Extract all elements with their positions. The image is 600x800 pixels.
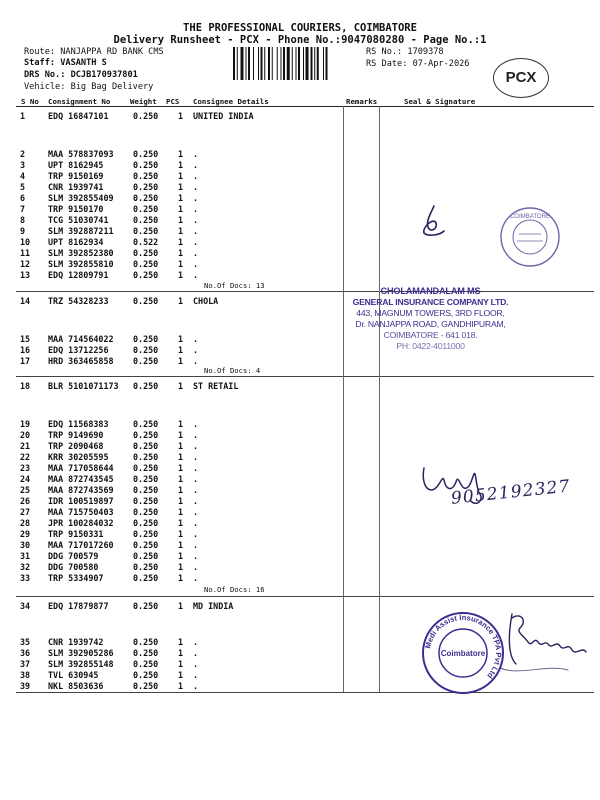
row-consignment-no: DDG 700579 — [48, 551, 99, 561]
round-seal-stamp — [497, 204, 563, 270]
row-pcs: 1 — [178, 149, 184, 159]
row-sno: 31 — [20, 551, 31, 561]
row-pcs: 1 — [178, 485, 184, 495]
row-consignee: . — [193, 356, 199, 366]
barcode-bar — [283, 47, 285, 80]
row-weight: 0.250 — [133, 452, 159, 462]
row-pcs: 1 — [178, 659, 184, 669]
row-consignment-no: EDQ 12809791 — [48, 270, 109, 280]
row-sno: 23 — [20, 463, 31, 473]
row-weight: 0.250 — [133, 345, 159, 355]
barcode-bar — [292, 47, 293, 80]
row-weight: 0.250 — [133, 334, 159, 344]
barcode-bar — [272, 47, 273, 80]
row-weight: 0.250 — [133, 193, 159, 203]
row-consignee: . — [193, 496, 199, 506]
row-consignee: . — [193, 226, 199, 236]
row-consignee: . — [193, 149, 199, 159]
row-sno: 1 — [20, 111, 26, 121]
row-consignment-no: EDQ 16847101 — [48, 111, 109, 121]
row-pcs: 1 — [178, 518, 184, 528]
row-consignee: . — [193, 637, 199, 647]
row-consignment-no: JPR 100284032 — [48, 518, 114, 528]
row-consignment-no: SLM 392852380 — [48, 248, 114, 258]
docs-count: No.Of Docs: 13 — [204, 281, 265, 290]
row-weight: 0.250 — [133, 551, 159, 561]
row-pcs: 1 — [178, 507, 184, 517]
row-pcs: 1 — [178, 540, 184, 550]
row-consignee: . — [193, 160, 199, 170]
row-sno: 39 — [20, 681, 31, 691]
row-consignment-no: MAA 578837093 — [48, 149, 114, 159]
row-consignment-no: UPT 8162934 — [48, 237, 104, 247]
barcode-bar — [264, 47, 265, 80]
row-consignment-no: KRR 30205595 — [48, 452, 109, 462]
row-weight: 0.250 — [133, 659, 159, 669]
row-consignment-no: MAA 717058644 — [48, 463, 114, 473]
table-bottom-rule — [16, 692, 594, 693]
row-pcs: 1 — [178, 681, 184, 691]
row-consignment-no: UPT 8162945 — [48, 160, 104, 170]
row-pcs: 1 — [178, 171, 184, 181]
row-weight: 0.250 — [133, 496, 159, 506]
row-weight: 0.250 — [133, 111, 159, 121]
row-consignment-no: IDR 100519897 — [48, 496, 114, 506]
barcode-bar — [246, 47, 247, 80]
col-weight: Weight — [130, 97, 157, 106]
col-consignee: Consignee Details — [193, 97, 269, 106]
signature-3 — [498, 606, 594, 686]
group-separator — [16, 376, 594, 377]
col-pcs: PCS — [166, 97, 180, 106]
docs-count: No.Of Docs: 4 — [204, 366, 261, 375]
row-weight: 0.250 — [133, 270, 159, 280]
row-consignee: . — [193, 452, 199, 462]
stamp-line: PH: 0422-4011000 — [396, 341, 465, 351]
row-weight: 0.250 — [133, 529, 159, 539]
barcode-bar — [253, 47, 254, 80]
stamp-line: 443, MAGNUM TOWERS, 3RD FLOOR, — [356, 308, 505, 318]
row-sno: 26 — [20, 496, 31, 506]
row-pcs: 1 — [178, 270, 184, 280]
row-sno: 25 — [20, 485, 31, 495]
row-sno: 20 — [20, 430, 31, 440]
row-sno: 7 — [20, 204, 26, 214]
row-sno: 16 — [20, 345, 31, 355]
row-pcs: 1 — [178, 573, 184, 583]
row-consignee: CHOLA — [193, 296, 219, 306]
col-remarks: Remarks — [346, 97, 378, 106]
row-weight: 0.250 — [133, 248, 159, 258]
row-consignee: . — [193, 441, 199, 451]
row-consignee: . — [193, 562, 199, 572]
col-consignment: Consignment No — [48, 97, 111, 106]
row-consignment-no: SLM 392855409 — [48, 193, 114, 203]
barcode-bar — [281, 47, 282, 80]
row-consignment-no: SLM 392887211 — [48, 226, 114, 236]
row-weight: 0.250 — [133, 670, 159, 680]
row-consignment-no: TRP 9150331 — [48, 529, 104, 539]
row-pcs: 1 — [178, 419, 184, 429]
row-consignee: MD INDIA — [193, 601, 234, 611]
round-seal-text: COIMBATORE — [510, 214, 550, 220]
row-consignee: . — [193, 430, 199, 440]
md-stamp-ring-text: Medi Assist Insurance TPA Pvt Ltd — [423, 612, 504, 681]
barcode-bar — [311, 47, 313, 80]
header-rule — [16, 106, 594, 107]
row-pcs: 1 — [178, 441, 184, 451]
row-consignment-no: TRP 2090468 — [48, 441, 104, 451]
row-weight: 0.250 — [133, 441, 159, 451]
row-consignee: . — [193, 419, 199, 429]
row-weight: 0.250 — [133, 171, 159, 181]
row-pcs: 1 — [178, 496, 184, 506]
row-sno: 6 — [20, 193, 26, 203]
md-stamp-center-text: Coimbatore — [440, 649, 486, 658]
row-consignee: . — [193, 259, 199, 269]
handwritten-phone-note: 9052192327 — [450, 476, 572, 509]
row-sno: 18 — [20, 381, 31, 391]
row-pcs: 1 — [178, 562, 184, 572]
row-pcs: 1 — [178, 248, 184, 258]
barcode-bar — [303, 47, 304, 80]
row-pcs: 1 — [178, 670, 184, 680]
barcode-bar — [248, 47, 250, 80]
barcode-bar — [287, 47, 290, 80]
row-consignee: . — [193, 171, 199, 181]
remarks-divider — [343, 106, 344, 692]
row-consignee: . — [193, 518, 199, 528]
row-pcs: 1 — [178, 237, 184, 247]
row-sno: 4 — [20, 171, 26, 181]
row-weight: 0.250 — [133, 562, 159, 572]
row-weight: 0.250 — [133, 681, 159, 691]
cholamandalam-stamp — [343, 286, 518, 352]
pcx-badge-label: PCX — [505, 69, 537, 86]
row-consignee: . — [193, 485, 199, 495]
row-sno: 19 — [20, 419, 31, 429]
row-pcs: 1 — [178, 601, 184, 611]
row-weight: 0.250 — [133, 381, 159, 391]
row-weight: 0.250 — [133, 463, 159, 473]
row-consignee: . — [193, 334, 199, 344]
row-consignment-no: MAA 717017260 — [48, 540, 114, 550]
row-sno: 21 — [20, 441, 31, 451]
row-sno: 30 — [20, 540, 31, 550]
route-label: Route: NANJAPPA RD BANK CMS — [24, 47, 164, 57]
row-consignment-no: EDQ 13712256 — [48, 345, 109, 355]
row-pcs: 1 — [178, 474, 184, 484]
row-consignee: . — [193, 248, 199, 258]
row-consignment-no: MAA 872743569 — [48, 485, 114, 495]
row-pcs: 1 — [178, 334, 184, 344]
row-sno: 37 — [20, 659, 31, 669]
stamp-line: GENERAL INSURANCE COMPANY LTD. — [352, 297, 509, 307]
stamp-line: CHOLAMANDALAM MS — [380, 286, 481, 296]
row-consignee: . — [193, 659, 199, 669]
row-sno: 14 — [20, 296, 31, 306]
row-pcs: 1 — [178, 551, 184, 561]
row-consignee: . — [193, 270, 199, 280]
row-sno: 32 — [20, 562, 31, 572]
row-consignment-no: TRP 9150170 — [48, 204, 104, 214]
row-consignment-no: DDG 700580 — [48, 562, 99, 572]
docs-count: No.Of Docs: 16 — [204, 585, 265, 594]
barcode-bar — [237, 47, 238, 80]
rs-date: RS Date: 07-Apr-2026 — [366, 59, 470, 69]
barcode-bar — [241, 47, 244, 80]
row-sno: 12 — [20, 259, 31, 269]
row-consignment-no: TRP 5334907 — [48, 573, 104, 583]
row-consignee: . — [193, 529, 199, 539]
md-india-stamp — [420, 610, 506, 696]
row-pcs: 1 — [178, 648, 184, 658]
row-sno: 28 — [20, 518, 31, 528]
row-consignment-no: EDQ 17879877 — [48, 601, 109, 611]
row-sno: 24 — [20, 474, 31, 484]
col-seal: Seal & Signature — [404, 97, 476, 106]
row-sno: 10 — [20, 237, 31, 247]
stamp-line: Dr. NANJAPPA ROAD, GANDHIPURAM, — [355, 319, 506, 329]
row-consignee: . — [193, 345, 199, 355]
barcode-bar — [323, 47, 324, 80]
row-sno: 38 — [20, 670, 31, 680]
row-sno: 9 — [20, 226, 26, 236]
group-separator — [16, 596, 594, 597]
row-sno: 8 — [20, 215, 26, 225]
row-consignment-no: CNR 1939741 — [48, 182, 104, 192]
row-pcs: 1 — [178, 452, 184, 462]
row-consignment-no: MAA 715750403 — [48, 507, 114, 517]
row-sno: 5 — [20, 182, 26, 192]
row-sno: 29 — [20, 529, 31, 539]
row-pcs: 1 — [178, 345, 184, 355]
row-sno: 33 — [20, 573, 31, 583]
barcode-bar — [258, 47, 259, 80]
staff-label: Staff: VASANTH S — [24, 58, 107, 68]
barcode-bar — [314, 47, 315, 80]
row-consignment-no: MAA 714564022 — [48, 334, 114, 344]
row-weight: 0.250 — [133, 356, 159, 366]
row-consignment-no: HRD 363465858 — [48, 356, 114, 366]
row-sno: 36 — [20, 648, 31, 658]
row-weight: 0.250 — [133, 215, 159, 225]
row-consignment-no: SLM 392855148 — [48, 659, 114, 669]
row-weight: 0.250 — [133, 204, 159, 214]
row-consignment-no: EDQ 11568383 — [48, 419, 109, 429]
barcode-bar — [298, 47, 300, 80]
pcx-badge — [493, 58, 549, 98]
row-weight: 0.250 — [133, 540, 159, 550]
row-consignee: . — [193, 182, 199, 192]
row-weight: 0.250 — [133, 419, 159, 429]
row-pcs: 1 — [178, 637, 184, 647]
row-weight: 0.250 — [133, 160, 159, 170]
row-pcs: 1 — [178, 259, 184, 269]
row-weight: 0.250 — [133, 637, 159, 647]
row-sno: 35 — [20, 637, 31, 647]
row-weight: 0.250 — [133, 430, 159, 440]
drs-number: DRS No.: DCJB170937801 — [24, 70, 138, 80]
row-consignee: . — [193, 237, 199, 247]
row-pcs: 1 — [178, 529, 184, 539]
row-weight: 0.250 — [133, 485, 159, 495]
stamp-line: COIMBATORE - 641 018. — [383, 330, 478, 340]
row-consignment-no: TRZ 54328233 — [48, 296, 109, 306]
row-consignment-no: SLM 392905286 — [48, 648, 114, 658]
row-consignment-no: CNR 1939742 — [48, 637, 104, 647]
row-sno: 34 — [20, 601, 31, 611]
company-title: THE PROFESSIONAL COURIERS, COIMBATORE — [183, 22, 417, 34]
row-consignee: . — [193, 193, 199, 203]
row-consignee: . — [193, 540, 199, 550]
row-consignment-no: TVL 630945 — [48, 670, 99, 680]
barcode-bar — [317, 47, 319, 80]
row-pcs: 1 — [178, 204, 184, 214]
row-pcs: 1 — [178, 160, 184, 170]
row-weight: 0.250 — [133, 182, 159, 192]
row-weight: 0.250 — [133, 507, 159, 517]
row-consignment-no: TCG 51030741 — [48, 215, 109, 225]
row-consignee: . — [193, 648, 199, 658]
col-sno: S No — [21, 97, 39, 106]
barcode-bar — [268, 47, 270, 80]
row-pcs: 1 — [178, 356, 184, 366]
row-consignment-no: TRP 9149690 — [48, 430, 104, 440]
row-consignment-no: SLM 392855810 — [48, 259, 114, 269]
row-consignee: . — [193, 670, 199, 680]
row-sno: 17 — [20, 356, 31, 366]
row-pcs: 1 — [178, 193, 184, 203]
row-weight: 0.250 — [133, 601, 159, 611]
row-consignment-no: BLR 5101071173 — [48, 381, 119, 391]
row-weight: 0.250 — [133, 149, 159, 159]
barcode-bar — [277, 47, 278, 80]
barcode-bar — [306, 47, 309, 80]
row-consignee: . — [193, 681, 199, 691]
signature-1 — [418, 203, 448, 241]
row-consignee: . — [193, 551, 199, 561]
rs-number: RS No.: 1709378 — [366, 47, 444, 57]
row-weight: 0.250 — [133, 259, 159, 269]
row-consignee: ST RETAIL — [193, 381, 239, 391]
row-weight: 0.250 — [133, 518, 159, 528]
row-sno: 15 — [20, 334, 31, 344]
row-sno: 13 — [20, 270, 31, 280]
row-consignee: . — [193, 573, 199, 583]
row-pcs: 1 — [178, 463, 184, 473]
row-consignment-no: MAA 872743545 — [48, 474, 114, 484]
barcode — [233, 47, 361, 80]
barcode-bar — [296, 47, 297, 80]
row-consignee: . — [193, 507, 199, 517]
row-pcs: 1 — [178, 182, 184, 192]
runsheet-subtitle: Delivery Runsheet - PCX - Phone No.:9047080280 - Page No.:1 — [113, 34, 487, 46]
row-consignee: . — [193, 215, 199, 225]
row-consignee: . — [193, 474, 199, 484]
row-weight: 0.522 — [133, 237, 159, 247]
row-sno: 22 — [20, 452, 31, 462]
row-pcs: 1 — [178, 111, 184, 121]
row-sno: 27 — [20, 507, 31, 517]
row-pcs: 1 — [178, 296, 184, 306]
vehicle-label: Vehicle: Big Bag Delivery — [24, 82, 154, 92]
row-weight: 0.250 — [133, 226, 159, 236]
row-pcs: 1 — [178, 226, 184, 236]
row-consignment-no: TRP 9150169 — [48, 171, 104, 181]
row-consignee: . — [193, 463, 199, 473]
row-weight: 0.250 — [133, 648, 159, 658]
row-consignee: UNITED INDIA — [193, 111, 254, 121]
row-pcs: 1 — [178, 215, 184, 225]
barcode-bar — [261, 47, 263, 80]
row-weight: 0.250 — [133, 573, 159, 583]
seal-divider — [379, 106, 380, 692]
barcode-bar — [326, 47, 328, 80]
row-sno: 11 — [20, 248, 31, 258]
row-pcs: 1 — [178, 430, 184, 440]
row-weight: 0.250 — [133, 474, 159, 484]
row-sno: 3 — [20, 160, 26, 170]
row-sno: 2 — [20, 149, 26, 159]
row-consignee: . — [193, 204, 199, 214]
row-weight: 0.250 — [133, 296, 159, 306]
barcode-bar — [233, 47, 235, 80]
row-consignment-no: NKL 8503636 — [48, 681, 104, 691]
row-pcs: 1 — [178, 381, 184, 391]
